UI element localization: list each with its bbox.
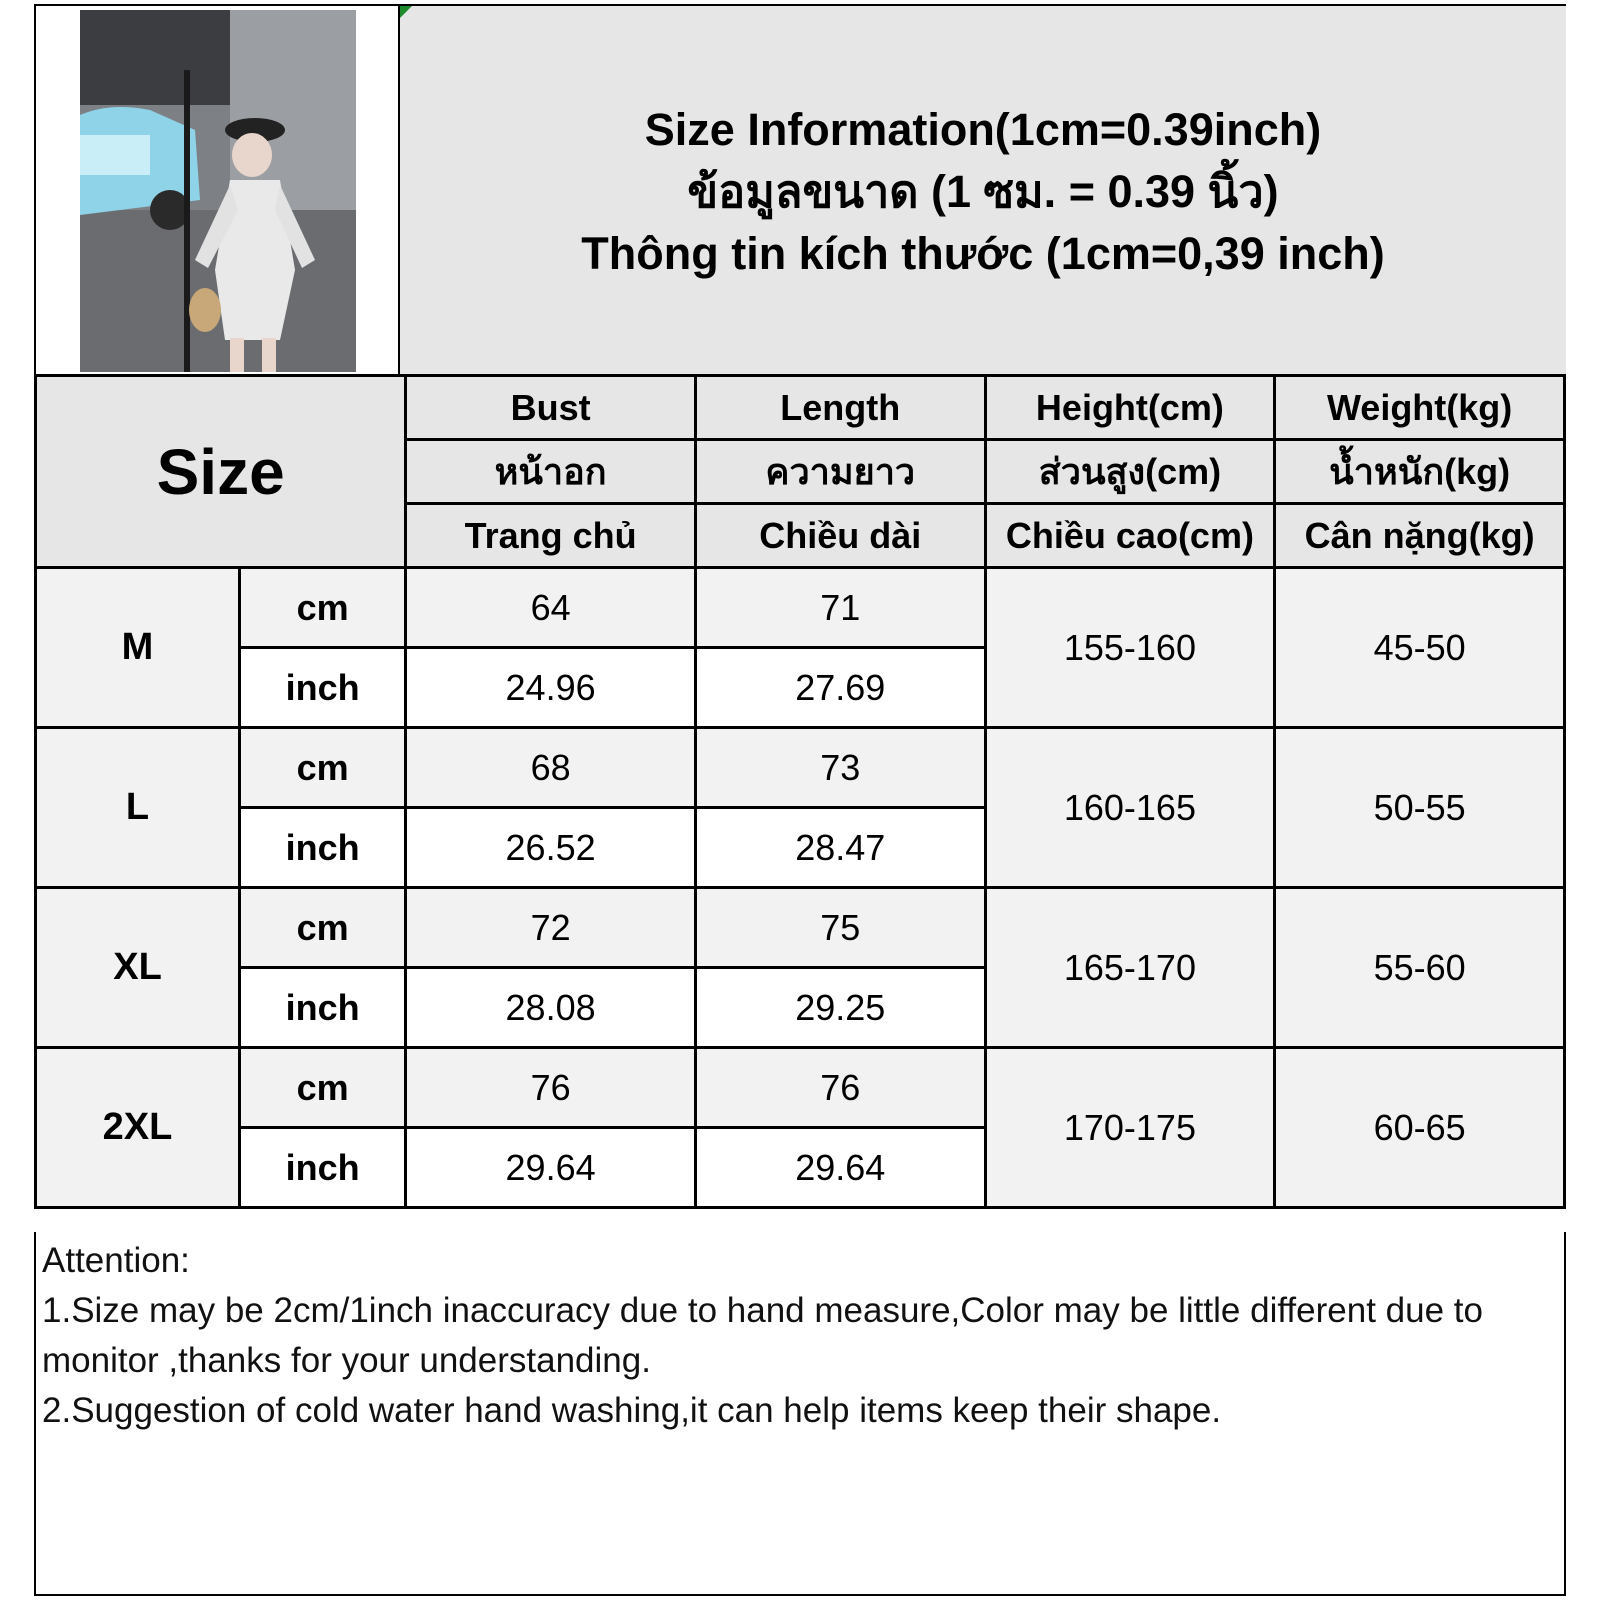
col-header-height-th: ส่วนสูง(cm) bbox=[985, 440, 1275, 504]
unit-label-inch: inch bbox=[240, 808, 406, 888]
col-header-weight-vi: Cân nặng(kg) bbox=[1275, 504, 1565, 568]
length-inch-value: 29.64 bbox=[695, 1128, 985, 1208]
size-chart-sheet bbox=[34, 4, 1566, 1596]
weight-range-value: 60-65 bbox=[1275, 1048, 1565, 1208]
bust-cm-value: 72 bbox=[406, 888, 696, 968]
col-header-bust-th: หน้าอก bbox=[406, 440, 696, 504]
table-row bbox=[36, 888, 1565, 968]
col-header-height-vi: Chiều cao(cm) bbox=[985, 504, 1275, 568]
attention-notes bbox=[34, 1232, 1566, 1596]
weight-range-value: 50-55 bbox=[1275, 728, 1565, 888]
height-range-value: 160-165 bbox=[985, 728, 1275, 888]
bust-inch-value: 26.52 bbox=[406, 808, 696, 888]
col-header-bust-en: Bust bbox=[406, 376, 696, 440]
unit-label-cm: cm bbox=[240, 568, 406, 648]
col-header-bust-vi: Trang chủ bbox=[406, 504, 696, 568]
cell-comment-marker-icon bbox=[400, 6, 412, 18]
table-row bbox=[36, 568, 1565, 648]
col-header-weight-en: Weight(kg) bbox=[1275, 376, 1565, 440]
size-table bbox=[34, 374, 1566, 1209]
table-row bbox=[36, 1048, 1565, 1128]
product-photo-cell bbox=[36, 6, 400, 374]
table-row bbox=[36, 728, 1565, 808]
header-row-english bbox=[36, 376, 1565, 440]
title-cell bbox=[400, 6, 1566, 374]
size-label: M bbox=[36, 568, 240, 728]
height-range-value: 155-160 bbox=[985, 568, 1275, 728]
product-photo bbox=[80, 10, 356, 372]
col-header-length-en: Length bbox=[695, 376, 985, 440]
size-label: 2XL bbox=[36, 1048, 240, 1208]
bust-inch-value: 29.64 bbox=[406, 1128, 696, 1208]
col-header-height-en: Height(cm) bbox=[985, 376, 1275, 440]
bust-cm-value: 76 bbox=[406, 1048, 696, 1128]
size-column-header: Size bbox=[36, 376, 406, 568]
length-cm-value: 73 bbox=[695, 728, 985, 808]
unit-label-inch: inch bbox=[240, 648, 406, 728]
unit-label-cm: cm bbox=[240, 1048, 406, 1128]
title-vietnamese: Thông tin kích thước (1cm=0,39 inch) bbox=[581, 228, 1385, 279]
unit-label-cm: cm bbox=[240, 888, 406, 968]
length-inch-value: 28.47 bbox=[695, 808, 985, 888]
length-inch-value: 27.69 bbox=[695, 648, 985, 728]
col-header-length-vi: Chiều dài bbox=[695, 504, 985, 568]
bust-inch-value: 28.08 bbox=[406, 968, 696, 1048]
weight-range-value: 55-60 bbox=[1275, 888, 1565, 1048]
weight-range-value: 45-50 bbox=[1275, 568, 1565, 728]
height-range-value: 165-170 bbox=[985, 888, 1275, 1048]
bust-cm-value: 68 bbox=[406, 728, 696, 808]
unit-label-cm: cm bbox=[240, 728, 406, 808]
attention-note-1: 1.Size may be 2cm/1inch inaccuracy due to hand measure,Color may be little different due to monitor ,thanks for your understanding. bbox=[42, 1291, 1483, 1380]
col-header-length-th: ความยาว bbox=[695, 440, 985, 504]
unit-label-inch: inch bbox=[240, 968, 406, 1048]
length-cm-value: 75 bbox=[695, 888, 985, 968]
length-inch-value: 29.25 bbox=[695, 968, 985, 1048]
unit-label-inch: inch bbox=[240, 1128, 406, 1208]
chart-header bbox=[34, 4, 1566, 376]
height-range-value: 170-175 bbox=[985, 1048, 1275, 1208]
attention-heading: Attention: bbox=[42, 1241, 190, 1280]
length-cm-value: 76 bbox=[695, 1048, 985, 1128]
title-english: Size Information(1cm=0.39inch) bbox=[644, 104, 1322, 155]
col-header-weight-th: น้ำหนัก(kg) bbox=[1275, 440, 1565, 504]
length-cm-value: 71 bbox=[695, 568, 985, 648]
attention-note-2: 2.Suggestion of cold water hand washing,it can help items keep their shape. bbox=[42, 1391, 1222, 1430]
model-photo-illustration bbox=[80, 10, 356, 372]
size-label: L bbox=[36, 728, 240, 888]
title-thai: ข้อมูลขนาด (1 ซม. = 0.39 นิ้ว) bbox=[687, 166, 1279, 217]
bust-inch-value: 24.96 bbox=[406, 648, 696, 728]
size-label: XL bbox=[36, 888, 240, 1048]
bust-cm-value: 64 bbox=[406, 568, 696, 648]
